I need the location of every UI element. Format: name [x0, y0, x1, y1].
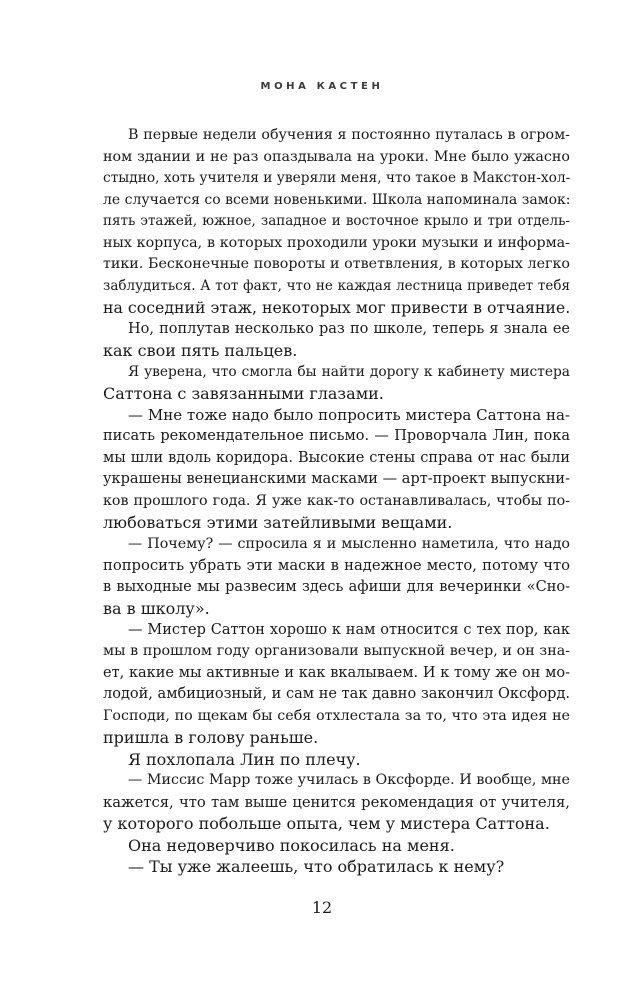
text-line: ет, какие мы активные и как вкалываем. И к тому же он мо- — [103, 664, 570, 681]
text-line: кажется, что там выше ценится рекомендация от учителя, — [103, 793, 570, 811]
text-line: в выходные мы развесим здесь афиши для вечеринки «Сно- — [103, 578, 570, 595]
text-line: стыдно, хоть учителя и уверяли меня, что такое в Макстон-хол- — [103, 170, 571, 186]
text-line: Я похлопала Лин по плечу. — [128, 749, 361, 769]
text-line: ков прошлого года. Я уже как-то останавливалась, чтобы по- — [103, 492, 570, 509]
text-line: ном здании и не раз опаздывала на уроки. Мне было ужасно — [103, 148, 570, 165]
text-line: украшены венецианскими масками — арт-проект выпускни- — [103, 471, 570, 487]
running-head: МОНА КАСТЕН — [260, 81, 384, 92]
text-line: на соседний этаж, некоторых мог привести в отчаяние. — [103, 298, 571, 317]
text-line: попросить убрать эти маски в надежное место, потому что — [103, 557, 570, 574]
text-line: — Мистер Саттон хорошо к нам относится с тех пор, как — [128, 621, 570, 638]
text-line: пришла в голову раньше. — [103, 728, 319, 747]
text-line: мы шли вдоль коридора. Высокие стены справа от нас были — [103, 449, 570, 466]
text-line: ва в школу». — [103, 599, 210, 618]
text-line: любоваться этими затейливыми вещами. — [103, 513, 453, 532]
body-text — [103, 125, 570, 878]
text-line: ных корпуса, в которых проходили уроки музыки и информа- — [103, 234, 570, 251]
text-line: В первые недели обучения я постоянно путалась в огром- — [128, 127, 570, 143]
text-line: у которого побольше опыта, чем у мистера Саттона. — [103, 814, 550, 833]
text-line: Саттона с завязанными глазами. — [103, 384, 384, 403]
page-number: 12 — [311, 898, 333, 917]
text-line: заблудиться. А тот факт, что не каждая лестница приведет тебя — [103, 277, 570, 294]
text-line: ле случается со всеми новенькими. Школа напоминала замок: — [103, 191, 571, 208]
text-line: Она недоверчиво покосилась на меня. — [128, 835, 455, 855]
text-line: как свои пять пальцев. — [103, 341, 298, 360]
text-line: мы в прошлом году организовали выпускной вечер, и он зна- — [103, 643, 570, 659]
text-line: пять этажей, южное, западное и восточное крыло и три отдель- — [103, 213, 570, 229]
text-line: — Почему? — спросила я и мысленно наметила, что надо — [128, 535, 570, 552]
text-line: Но, поплутав несколько раз по школе, теперь я знала ее — [128, 320, 570, 337]
text-line: Господи, по щекам бы себя отхлестала за то, что эта идея не — [103, 707, 570, 724]
text-line: — Ты уже жалеешь, что обратилась к нему? — [128, 857, 505, 876]
text-line: лодой, амбициозный, и сам не так давно закончил Оксфорд. — [103, 686, 570, 702]
text-line: Я уверена, что смогла бы найти дорогу к кабинету мистера — [128, 363, 570, 380]
text-line: — Миссис Марр тоже училась в Оксфорде. И вообще, мне — [128, 772, 570, 788]
text-line: писать рекомендательное письмо. — Проворчала Лин, пока — [103, 428, 570, 444]
text-line: — Мне тоже надо было попросить мистера Саттона на- — [128, 405, 570, 424]
text-line: тики. Бесконечные повороты и ответвления, в которых легко — [103, 256, 570, 272]
